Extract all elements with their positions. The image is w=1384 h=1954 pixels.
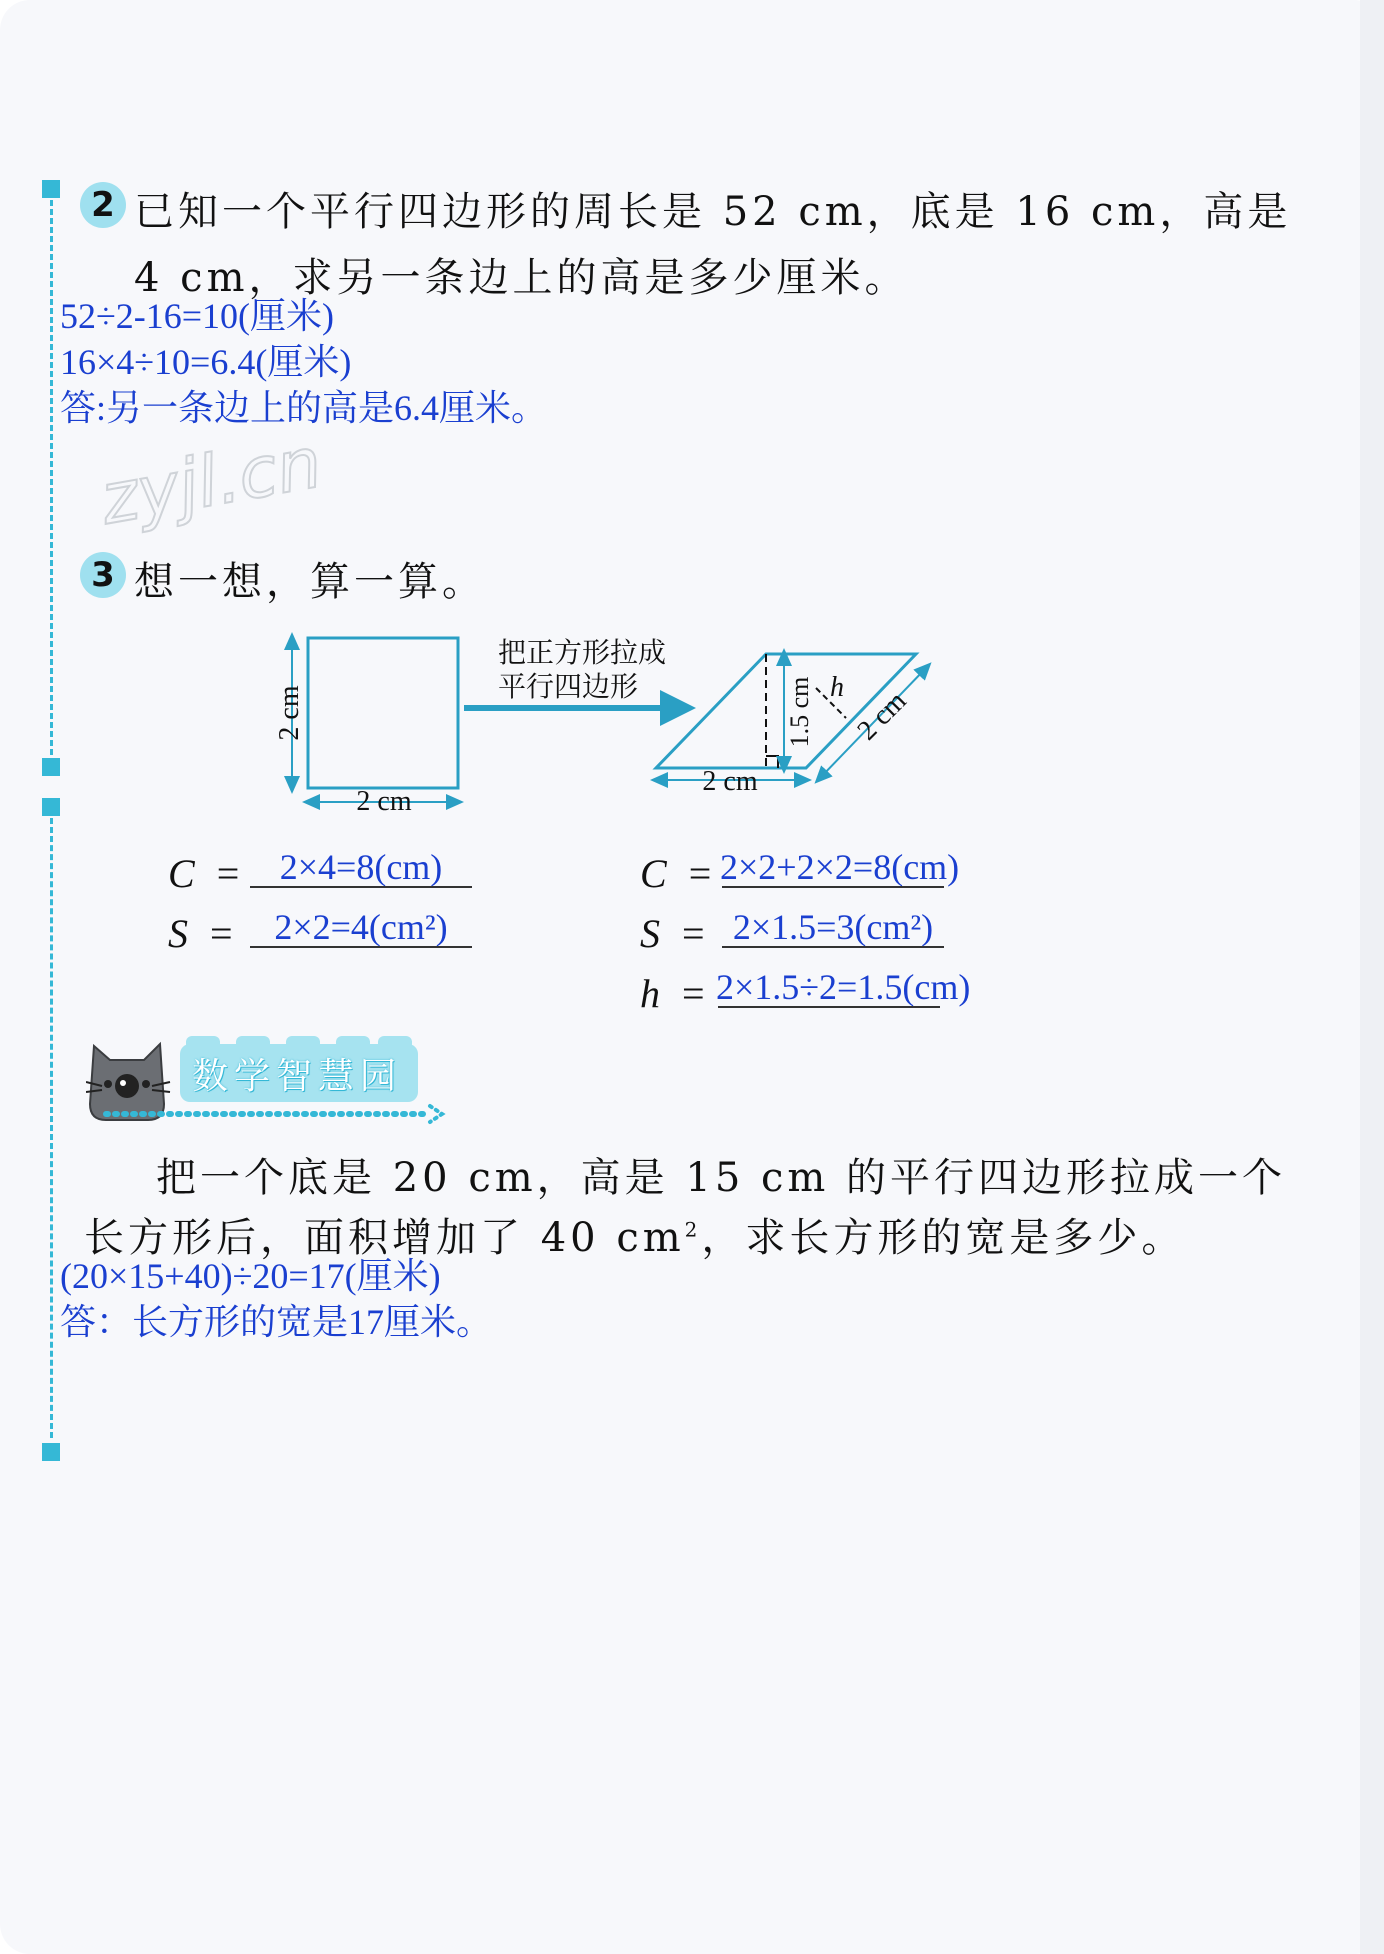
area-answer: 2×2=4(cm²) [274,907,448,947]
answer-blank [722,946,944,948]
square-to-parallelogram-figure [260,620,980,830]
answer-line-1: (20×15+40)÷20=17(厘米) [60,1256,441,1296]
section-title: 数学智慧园 [192,1056,403,1097]
wisdom-question-line-2: 长方形后，面积增加了 40 $cm^2$，求长方形的宽是多少。 [84,1215,1186,1261]
square-bottom-label: 2 cm [356,786,412,817]
parallelogram-h-label: h [830,672,844,703]
answer-blank [722,886,944,888]
answer-line-3: 答:另一条边上的高是6.4厘米。 [60,388,548,428]
square-shape [308,638,458,788]
parallelogram-bottom-label: 2 cm [702,766,758,797]
margin-dashed-line [50,200,53,755]
perimeter-answer: 2×4=8(cm) [279,847,443,887]
question-2-line-2: 4 cm，求另一条边上的高是多少厘米。 [134,255,909,301]
answer-blank [718,1006,940,1008]
right-angle-mark [766,756,778,768]
answer-line-2: 16×4÷10=6.4(厘米) [60,342,352,382]
area-answer: 2×1.5=3(cm²) [732,907,934,947]
arrow-caption-1: 把正方形拉成 [498,636,667,669]
answer-blank [250,946,472,948]
page-edge-shade [1360,0,1384,1954]
margin-dashed-line [50,818,53,1438]
answer-line-1: 52÷2-16=10(厘米) [60,296,335,336]
question-2-line-1: 已知一个平行四边形的周长是 52 cm，底是 16 cm，高是 [134,189,1292,235]
height-answer: 2×1.5÷2=1.5(cm) [716,967,971,1007]
question-3-title: 想一想，算一算。 [134,559,486,605]
question-number-badge: 3 [80,552,126,598]
wisdom-question-line-1: 把一个底是 20 cm，高是 15 cm 的平行四边形拉成一个 [156,1155,1287,1201]
height-label: h = [640,971,705,1016]
square-side-label: 2 cm [274,685,305,741]
watermark: zyjl.cn [94,421,328,541]
margin-marker [42,798,60,816]
margin-marker [42,1443,60,1461]
perimeter-label: C = [640,851,712,896]
question-number-badge: 2 [80,182,126,228]
area-label: S = [640,911,705,956]
answer-blank [250,886,472,888]
perimeter-answer: 2×2+2×2=8(cm) [720,847,960,887]
parallelogram-side-label: 2 cm [851,685,913,747]
answer-line-2: 答：长方形的宽是17厘米。 [60,1302,493,1342]
arrow-caption-2: 平行四边形 [498,670,639,703]
margin-marker [42,758,60,776]
parallelogram-height-label: 1.5 cm [785,676,814,748]
area-label: S = [168,911,233,956]
margin-marker [42,180,60,198]
perimeter-label: C = [168,851,240,896]
